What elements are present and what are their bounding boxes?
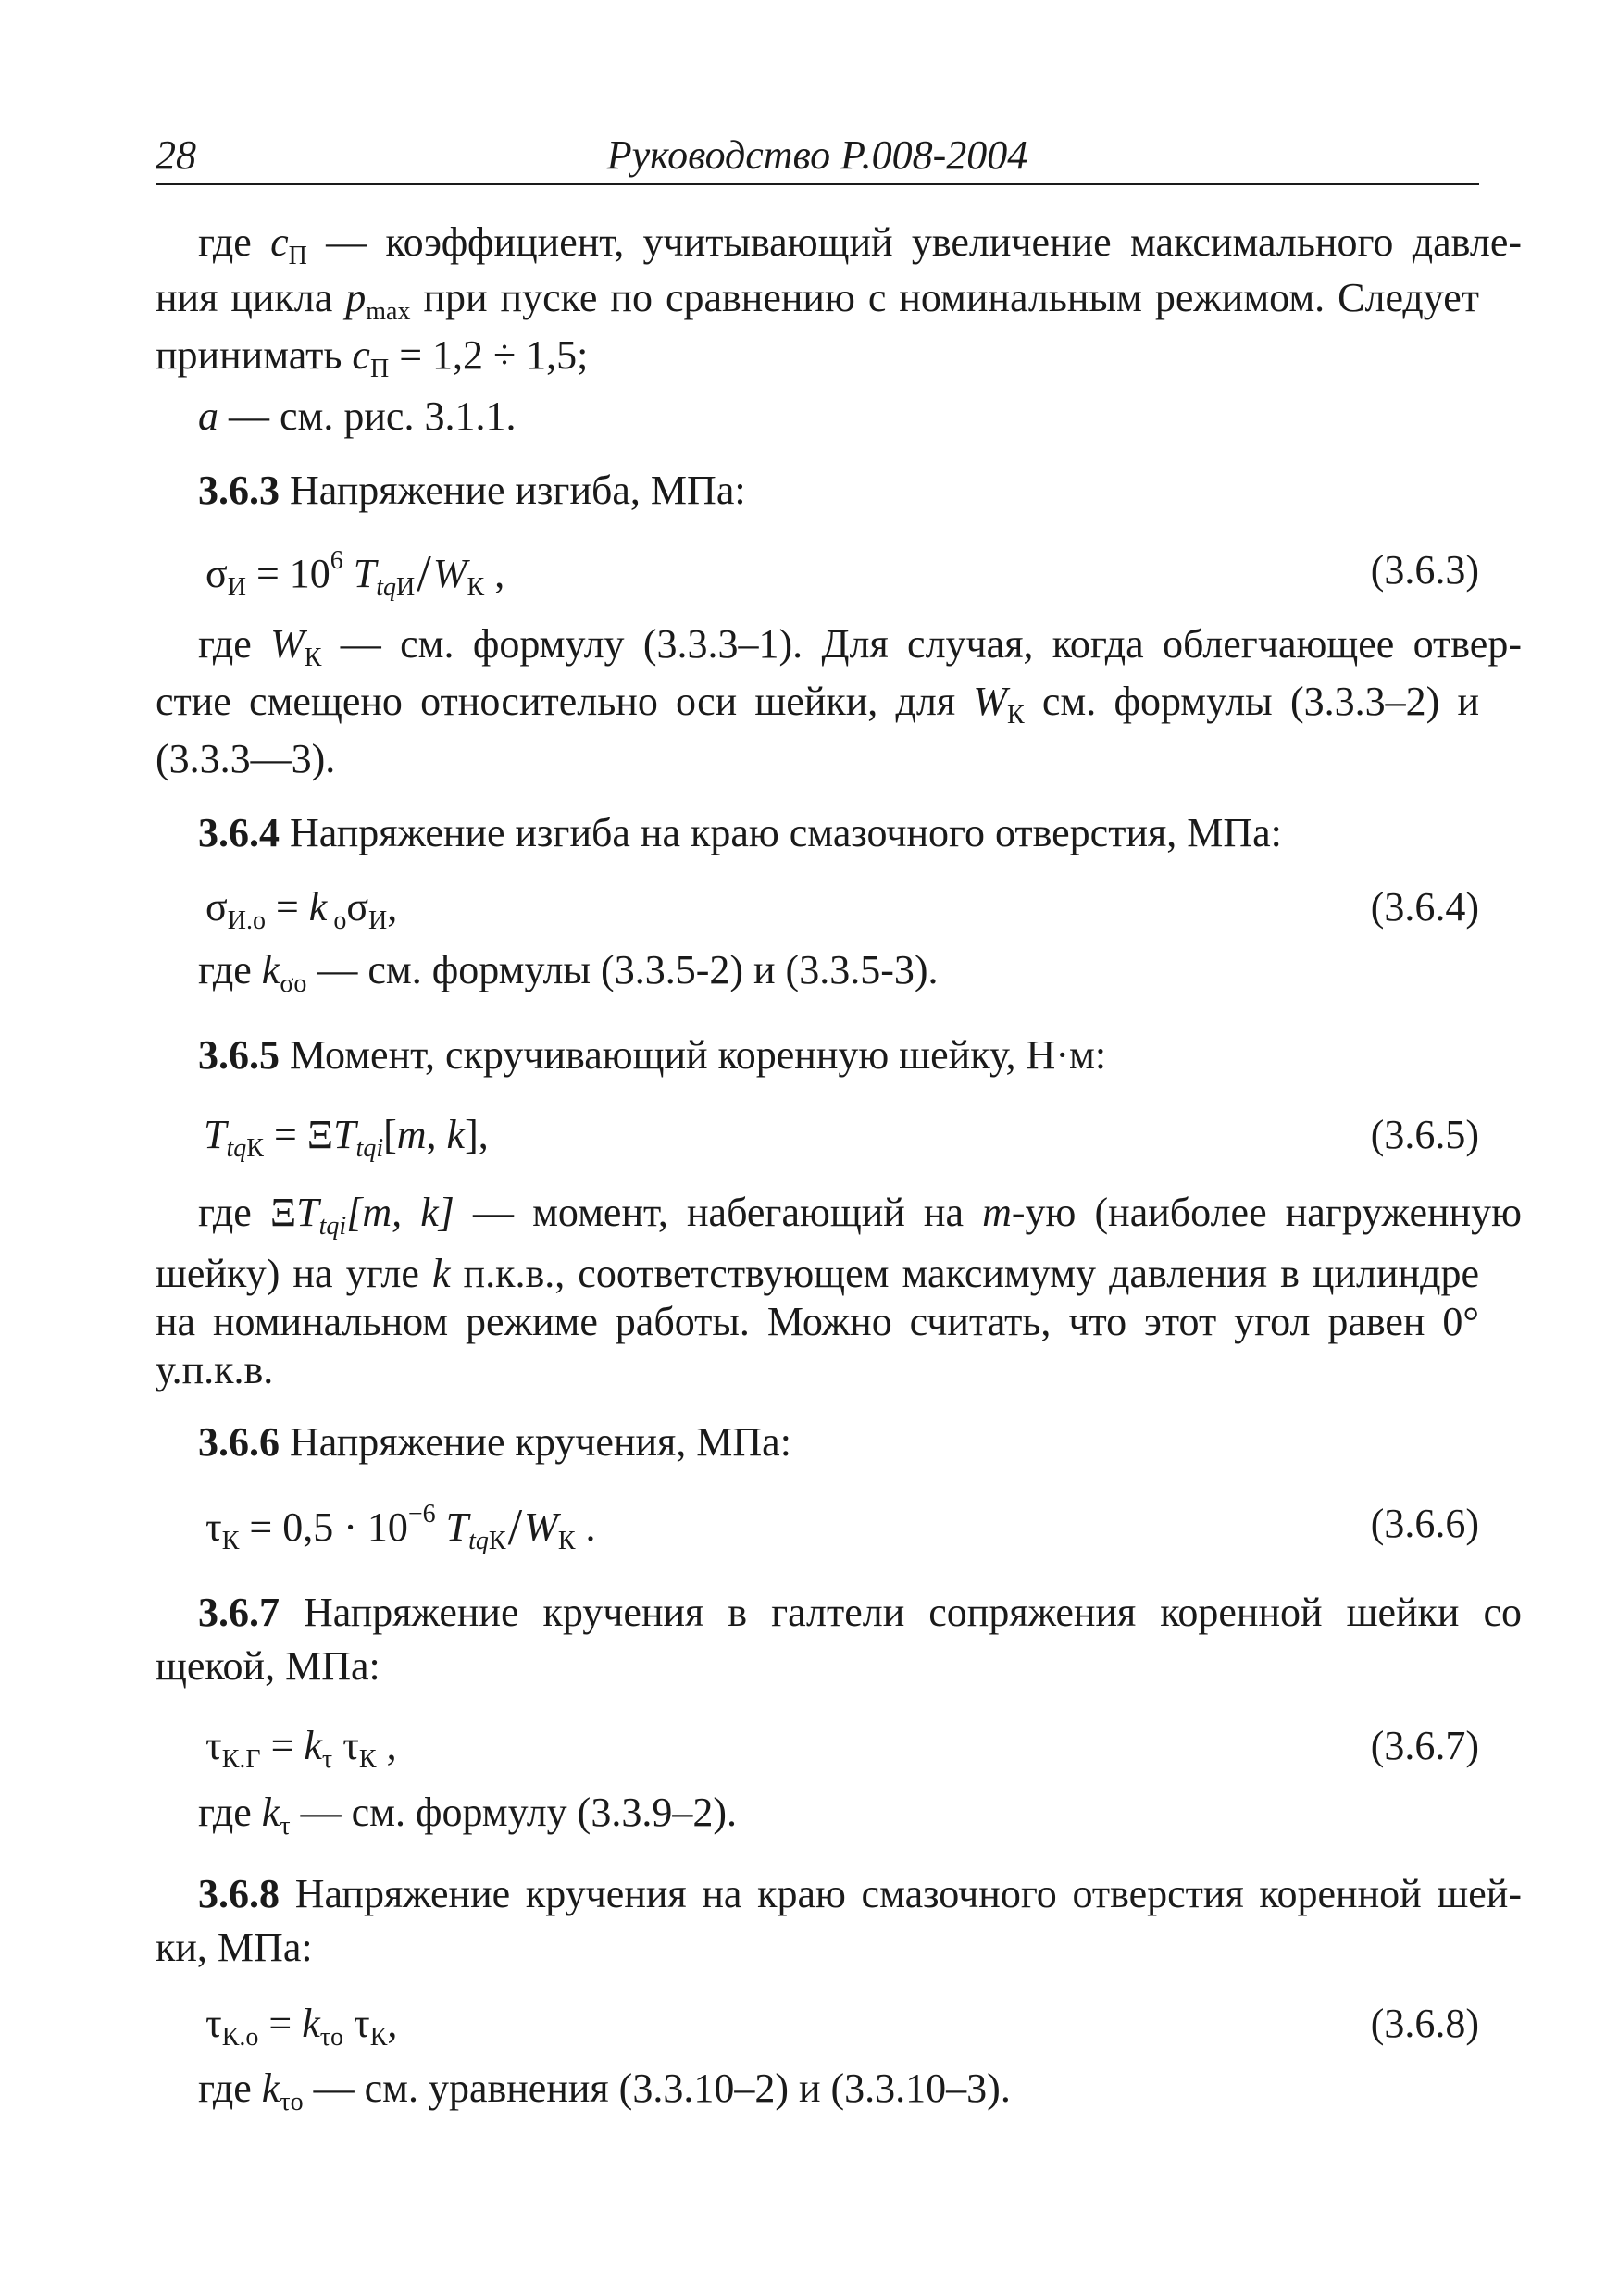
- formula-3-6-8: $\tau_{К.о} = k_{\tau о}$ $\tau_К$,: [205, 2001, 398, 2052]
- formula-3-6-4: $\sigma_{И.о} = k$ $_о\sigma_И$,: [205, 884, 398, 935]
- section-3-6-6-heading: 3.6.6 Напряжение кручения, МПа:: [198, 1419, 791, 1465]
- where-3-6-4: где $k_{\sigma о}$ — см. формулы (3.3.5-2) и (3.3.5-3).: [198, 947, 939, 998]
- running-header: [156, 128, 1479, 185]
- where-3-6-5-line-3: на номинальном режиме работы. Можно считать, что этот угол равен 0°: [156, 1299, 1479, 1344]
- formula-3-6-5: $T_{tqК} = \Xi T_{tqi}[m$, k],: [204, 1112, 489, 1163]
- formula-3-6-5-row: [156, 1107, 1479, 1163]
- section-3-6-5-heading: 3.6.5 Момент, скручивающий коренную шейку, Н·м:: [198, 1032, 1107, 1078]
- equation-number-3-6-6: (3.6.6): [1370, 1501, 1479, 1546]
- formula-3-6-8-row: [156, 1996, 1479, 2052]
- page-number: 28: [156, 132, 196, 178]
- section-3-6-4-heading: 3.6.4 Напряжение изгиба на краю смазочного отверстия, МПа:: [198, 810, 1282, 855]
- where-3-6-8: где $k_{\tau о}$ — см. уравнения (3.3.10–2) и (3.3.10–3).: [198, 2065, 1011, 2116]
- section-3-6-7-heading: 3.6.7 Напряжение кручения в галтели сопряжения коренной шейки со: [198, 1590, 1522, 1635]
- document-page: [156, 0, 1522, 2296]
- intro-line-4: a — см. рис. 3.1.1.: [198, 393, 517, 439]
- section-3-6-8-heading-cont: ки, МПа:: [156, 1925, 313, 1970]
- section-3-6-3-heading: 3.6.3 Напряжение изгиба, МПа:: [198, 468, 746, 513]
- intro-line-3: принимать $c_П = 1,2 \div 1,5$;: [156, 332, 589, 383]
- section-3-6-8-heading: 3.6.8 Напряжение кручения на краю смазочного отверстия коренной шей-: [198, 1871, 1522, 1916]
- formula-3-6-6: $\tau_К = 0,5 \cdot 10^{-6}$ $T_{tqК}/W_К$ .: [205, 1499, 596, 1556]
- where-3-6-3-line-3: (3.3.3—3).: [156, 736, 336, 781]
- where-3-6-5-line-2: шейку) на угле k п.к.в., соответствующем максимуму давления в цилиндре: [156, 1251, 1479, 1296]
- equation-number-3-6-3: (3.6.3): [1370, 547, 1479, 593]
- intro-line-2: ния цикла $p_{max}$ при пуске по сравнению с номинальным режимом. Следует: [156, 275, 1479, 326]
- where-3-6-3-line-2: стие смещено относительно оси шейки, для $W_К$ см. формулы (3.3.3–2) и: [156, 679, 1480, 730]
- section-3-6-7-heading-cont: щекой, МПа:: [156, 1643, 380, 1689]
- where-3-6-3-line-1: где $W_К$ — см. формулу (3.3.3–1). Для случая, когда облегчающее отвер-: [198, 621, 1522, 672]
- equation-number-3-6-5: (3.6.5): [1370, 1112, 1479, 1157]
- where-3-6-7: где $k_\tau$ — см. формулу (3.3.9–2).: [198, 1790, 737, 1841]
- where-3-6-5-line-4: у.п.к.в.: [156, 1347, 274, 1392]
- intro-line-1: где $c_П$ — коэффициент, учитывающий увеличение максимального давле-: [198, 219, 1522, 270]
- equation-number-3-6-7: (3.6.7): [1370, 1723, 1479, 1768]
- equation-number-3-6-8: (3.6.8): [1370, 2001, 1479, 2046]
- formula-3-6-7: $\tau_{К.Г} = k_\tau$ $\tau_К$ ,: [205, 1723, 397, 1774]
- formula-3-6-3-row: [156, 543, 1479, 603]
- formula-3-6-4-row: [156, 880, 1479, 935]
- equation-number-3-6-4: (3.6.4): [1370, 884, 1479, 930]
- formula-3-6-3: $\sigma_И = 10^6$ $T_{tqИ}/W_К$ ,: [205, 545, 505, 603]
- formula-3-6-6-row: [156, 1496, 1479, 1556]
- formula-3-6-7-row: [156, 1718, 1479, 1774]
- where-3-6-5-line-1: где $\Xi T_{tqi}[m$, k] — момент, набегающий на m-ую (наиболее нагруженную: [198, 1190, 1522, 1241]
- header-title: Руководство Р.008-2004: [606, 132, 1028, 178]
